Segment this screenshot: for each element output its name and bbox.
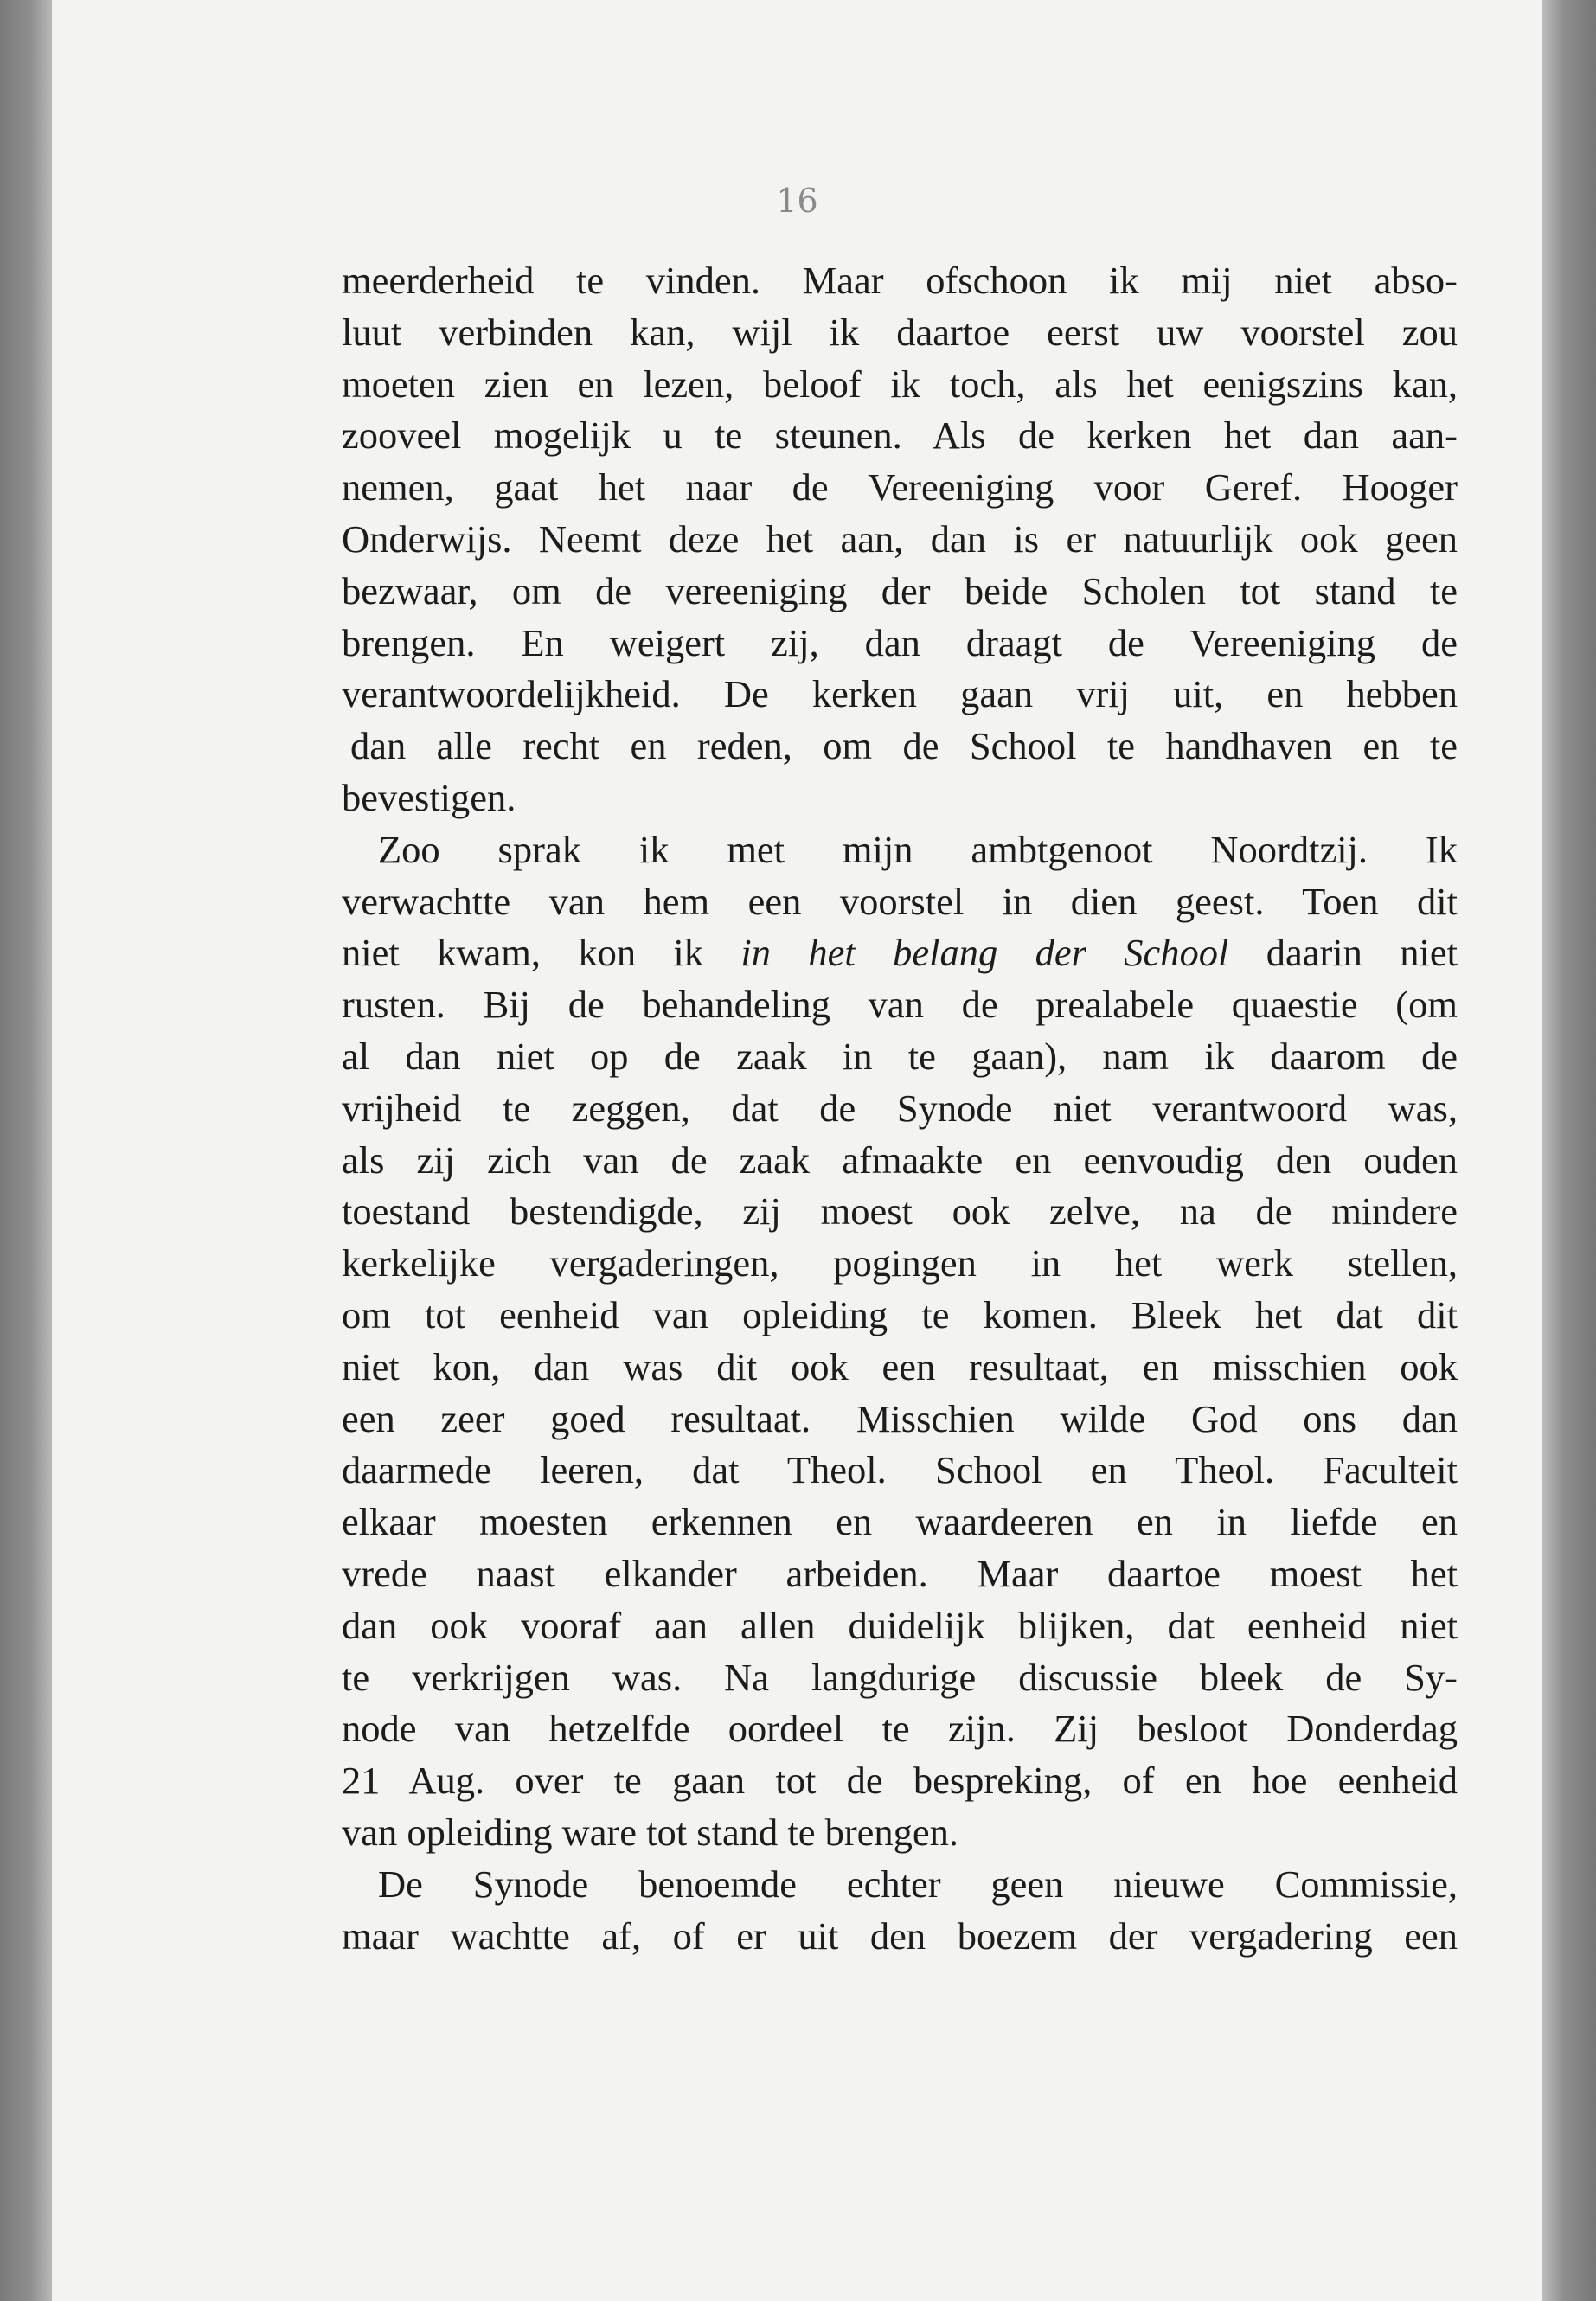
text-line: niet kon, dan was dit ook een resultaat, en misschien ook (342, 1344, 1458, 1388)
text-line: De Synode benoemde echter geen nieuwe Commissie, (378, 1862, 1458, 1906)
emphasis-text: in het belang der School (740, 931, 1229, 975)
text-line: bevestigen. (342, 775, 516, 819)
text-line: rusten. Bij de behandeling van de prealabele quaestie (om (342, 983, 1458, 1027)
paragraph-1 (342, 255, 1458, 824)
text-line: elkaar moesten erkennen en waardeeren en in liefde en (342, 1500, 1458, 1544)
text-line: een zeer goed resultaat. Misschien wilde God ons dan (342, 1396, 1458, 1440)
paragraph-3 (342, 1859, 1458, 1963)
text-line: moeten zien en lezen, beloof ik toch, als het eenigszins kan, (342, 362, 1458, 406)
text-line: daarmede leeren, dat Theol. School en Theol. Faculteit (342, 1448, 1458, 1492)
body-text (342, 255, 1458, 1962)
text-line: zooveel mogelijk u te steunen. Als de kerken het dan aan- (342, 413, 1458, 458)
text-line: bezwaar, om de vereeniging der beide Scholen tot stand te (342, 568, 1458, 612)
page-number: 16 (776, 182, 818, 220)
text-line: kerkelijke vergaderingen, pogingen in het werk stellen, (342, 1241, 1458, 1285)
text-line: brengen. En weigert zij, dan draagt de Vereeniging de (342, 620, 1458, 664)
text-line-with-emphasis (342, 927, 1458, 979)
paragraph-2 (342, 824, 1458, 1859)
text-line: luut verbinden kan, wijl ik daartoe eerst uw voorstel zou (342, 310, 1458, 354)
text-line: vrijheid te zeggen, dat de Synode niet verantwoord was, (342, 1086, 1458, 1130)
text-line: Zoo sprak ik met mijn ambtgenoot Noordtzij. Ik (378, 827, 1458, 871)
text-line: als zij zich van de zaak afmaakte en eenvoudig den ouden (342, 1138, 1458, 1182)
scan-border-left (0, 0, 52, 2301)
text-line: node van hetzelfde oordeel te zijn. Zij besloot Donderdag (342, 1707, 1458, 1751)
text-line: Onderwijs. Neemt deze het aan, dan is er natuurlijk ook geen (342, 516, 1458, 561)
text-line: 21 Aug. over te gaan tot de bespreking, of en hoe eenheid (342, 1759, 1458, 1803)
text-line: vrede naast elkander arbeiden. Maar daartoe moest het (342, 1551, 1458, 1595)
page-sheet (52, 0, 1542, 2301)
text-line: toestand bestendigde, zij moest ook zelve, na de mindere (342, 1189, 1458, 1234)
text-line: dan ook vooraf aan allen duidelijk blijken, dat eenheid niet (342, 1603, 1458, 1647)
text-line: dan alle recht en reden, om de School te handhaven en te (350, 724, 1458, 768)
text-line: nemen, gaat het naar de Vereeniging voor Geref. Hooger (342, 465, 1458, 510)
scan-border-right (1542, 0, 1596, 2301)
text-line: meerderheid te vinden. Maar ofschoon ik mij niet abso- (342, 259, 1458, 302)
text-line: om tot eenheid van opleiding te komen. Bleek het dat dit (342, 1292, 1458, 1336)
text-segment: daarin niet (1228, 931, 1458, 975)
text-line: te verkrijgen was. Na langdurige discussie bleek de Sy- (342, 1655, 1458, 1699)
text-line: verwachtte van hem een voorstel in dien geest. Toen dit (342, 879, 1458, 923)
text-line: verantwoordelijkheid. De kerken gaan vrij uit, en hebben (342, 672, 1458, 716)
text-line: maar wachtte af, of er uit den boezem der vergadering een (342, 1913, 1458, 1958)
text-line: van opleiding ware tot stand te brengen. (342, 1810, 959, 1854)
text-segment: niet kwam, kon ik (342, 931, 741, 975)
text-line: al dan niet op de zaak in te gaan), nam ik daarom de (342, 1034, 1458, 1078)
